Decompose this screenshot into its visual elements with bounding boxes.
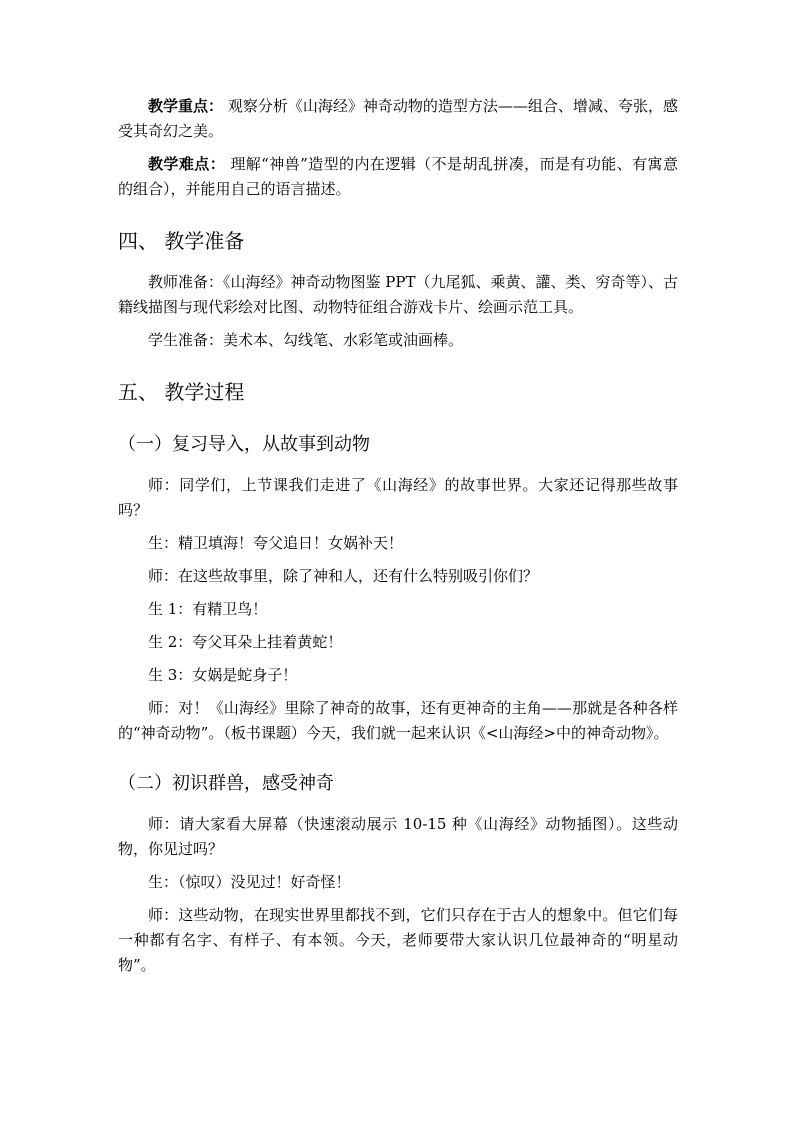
dialogue-line: 生：（惊叹）没见过！好奇怪！ (148, 873, 351, 891)
difficulty-paragraph (118, 152, 678, 202)
student-prep-paragraph: 学生准备：美术本、勾线笔、水彩笔或油画棒。 (148, 331, 464, 349)
dialogue-line: 生 2：夸父耳朵上挂着黄蛇！ (148, 633, 343, 651)
key-point-paragraph (118, 94, 678, 144)
dialogue-line: 师：同学们，上节课我们走进了《山海经》的故事世界。大家还记得那些故事吗？ (118, 476, 678, 519)
teacher-prep-paragraph: 教师准备：《山海经》神奇动物图鉴 PPT（九尾狐、乘黄、讙、类、穷奇等）、古籍线描图与现代彩绘对比图、动物特征组合游戏卡片、绘画示范工具。 (118, 273, 678, 316)
section-heading-process: 五、 教学过程 (118, 380, 245, 404)
dialogue-line: 师：在这些故事里，除了神和人，还有什么特别吸引你们？ (148, 567, 539, 585)
key-point-label: 教学重点： (148, 97, 224, 115)
document-body (118, 94, 678, 978)
dialogue-line: 生 1：有精卫鸟！ (148, 600, 268, 618)
dialogue-line: 生：精卫填海！夸父追日！女娲补天！ (148, 534, 404, 552)
difficulty-label: 教学难点： (148, 155, 226, 173)
subsection-heading-review: （一）复习导入，从故事到动物 (118, 434, 370, 455)
section-heading-preparation: 四、 教学准备 (118, 229, 245, 253)
dialogue-line: 生 3：女娲是蛇身子！ (148, 666, 298, 684)
subsection-heading-first-look: （二）初识群兽，感受神奇 (118, 773, 334, 794)
key-point-text: 观察分析《山海经》神奇动物的造型方法——组合、增减、夸张，感受其奇幻之美。 (118, 97, 678, 140)
dialogue-line: 师：这些动物，在现实世界里都找不到，它们只存在于古人的想象中。但它们每一种都有名字、有样子、有本领。今天，老师要带大家认识几位最神奇的“明星动物”。 (118, 906, 678, 974)
dialogue-line: 师：对！《山海经》里除了神奇的故事，还有更神奇的主角——那就是各种各样的“神奇动物”。（板书课题）今天，我们就一起来认识《<山海经>中的神奇动物》。 (118, 699, 678, 742)
dialogue-line: 师：请大家看大屏幕（快速滚动展示 10-15 种《山海经》动物插图）。这些动物，你见过吗？ (118, 815, 678, 858)
difficulty-text: 理解“神兽”造型的内在逻辑（不是胡乱拼凑，而是有功能、有寓意的组合），并能用自己的语言描述。 (118, 155, 678, 198)
